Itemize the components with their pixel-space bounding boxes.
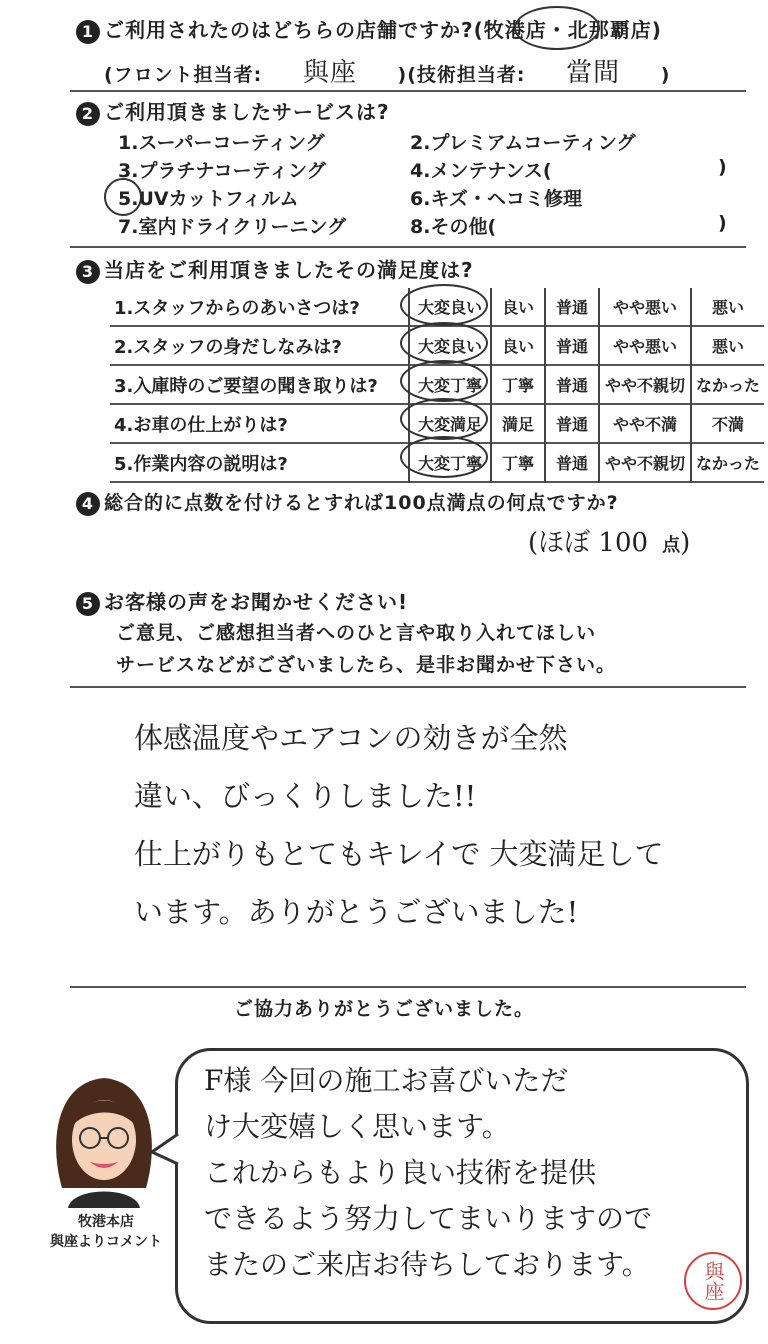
divider: [70, 686, 746, 688]
voice-line: います。ありがとうございました!: [134, 895, 579, 929]
q5-instruction-1: ご意見、ご感想担当者へのひと言や取り入れてほしい: [116, 622, 597, 644]
q4-heading: [76, 488, 619, 516]
comment-line: またのご来店お待ちしております。: [204, 1248, 650, 1281]
rating-4-selected-circle: [400, 398, 488, 440]
rating-option: やや悪い: [599, 326, 691, 365]
voice-line: 仕上がりもとてもキレイで 大変満足して: [134, 837, 664, 871]
rating-question: 2.スタッフの身だしなみは?: [114, 336, 342, 358]
bubble-tail-icon: [150, 1130, 180, 1170]
comment-line: これからもより良い技術を提供: [204, 1156, 597, 1189]
rating-option: 普通: [545, 365, 599, 404]
rating-1-selected-circle: [400, 284, 488, 326]
rating-option: やや不親切: [599, 365, 691, 404]
service-8: 8.その他(: [410, 216, 497, 238]
q1-separator: ・: [546, 18, 568, 42]
rating-option: やや不親切: [599, 443, 691, 482]
service-5-selected-circle: [104, 178, 142, 216]
rating-option: 良い: [491, 326, 545, 365]
tech-staff-label: )(技術担当者:: [397, 64, 526, 86]
q1-selected-circle: [514, 6, 600, 50]
comment-line: け大変嬉しく思います。: [204, 1110, 510, 1143]
voice-line: 違い、びっくりしました!!: [134, 779, 477, 813]
seal-stamp: 與座: [684, 1252, 742, 1310]
rating-option: やや悪い: [599, 288, 691, 326]
staff-caption: [44, 1212, 168, 1252]
service-7: 7.室内ドライクリーニング: [118, 216, 347, 238]
rating-option: 悪い: [691, 326, 764, 365]
service-2: 2.プレミアムコーティング: [410, 132, 636, 154]
q1-number: 1: [76, 20, 100, 44]
rating-question: 4.お車の仕上がりは?: [114, 414, 288, 436]
rating-option: 満足: [491, 404, 545, 443]
q1-store-kitanaha: 北那覇店: [567, 18, 652, 42]
q3-question: 当店をご利用頂きましたその満足度は?: [104, 258, 474, 282]
rating-option: 悪い: [691, 288, 764, 326]
rating-option: 大変良い: [409, 326, 491, 365]
comment-line: できるよう努力してまいりますので: [204, 1202, 653, 1235]
q4-answer-open: (: [528, 528, 539, 558]
rating-3-selected-circle: [400, 360, 488, 402]
rating-option: 大変丁寧: [409, 443, 491, 482]
q4-answer-line: [528, 522, 690, 559]
q1-question: ご利用されたのはどちらの店舗ですか?(: [104, 18, 484, 42]
thanks-message: ご協力ありがとうございました。: [233, 998, 534, 1020]
voice-line: 体感温度やエアコンの効きが全然: [134, 721, 568, 755]
service-3: 3.プラチナコーティング: [118, 160, 326, 182]
rating-question: 3.入庫時のご要望の聞き取りは?: [114, 375, 378, 397]
staff-store: 牧港本店: [78, 1214, 134, 1230]
staff-avatar-icon: [48, 1068, 160, 1208]
q3-heading: [76, 254, 474, 284]
front-staff-label: (フロント担当者:: [104, 64, 263, 86]
staff-label: 與座よりコメント: [50, 1234, 162, 1250]
q2-number: 2: [76, 102, 100, 126]
q5-instruction-2: サービスなどがございましたら、是非お聞かせ下さい。: [116, 654, 617, 676]
q3-number: 3: [76, 260, 100, 284]
q1-staff-line: [104, 52, 670, 89]
q5-heading: [76, 586, 408, 616]
rating-option: 大変満足: [409, 404, 491, 443]
rating-question: 5.作業内容の説明は?: [114, 453, 288, 475]
rating-5-selected-circle: [400, 436, 488, 478]
service-6: 6.キズ・ヘコミ修理: [410, 188, 583, 210]
rating-2-selected-circle: [400, 322, 488, 364]
rating-option: 良い: [491, 288, 545, 326]
front-staff-name: 與座: [302, 58, 357, 88]
service-4: 4.メンテナンス(: [410, 160, 552, 182]
q1-close: ): [651, 18, 662, 42]
service-8-close: ): [718, 212, 727, 234]
q2-heading: [76, 96, 390, 126]
q4-unit: 点: [662, 535, 681, 556]
q5-number: 5: [76, 592, 100, 616]
rating-option: なかった: [691, 365, 764, 404]
q4-score: ほぼ 100: [538, 528, 649, 558]
rating-option: 普通: [545, 443, 599, 482]
service-1: 1.スーパーコーティング: [118, 132, 325, 154]
rating-option: 丁寧: [491, 365, 545, 404]
divider: [70, 90, 746, 92]
q2-question: ご利用頂きましたサービスは?: [104, 100, 390, 124]
q4-question: 総合的に点数を付けるとすれば100点満点の何点ですか?: [104, 492, 619, 514]
divider: [70, 986, 746, 988]
divider: [70, 246, 746, 248]
comment-line: F様 今回の施工お喜びいただ: [204, 1064, 569, 1097]
q1-store-makiminato: 牧港店: [483, 18, 547, 42]
rating-option: 大変丁寧: [409, 365, 491, 404]
q4-number: 4: [76, 492, 100, 516]
rating-option: 普通: [545, 326, 599, 365]
rating-option: 丁寧: [491, 443, 545, 482]
service-5: 5.UVカットフィルム: [118, 188, 299, 210]
rating-question: 1.スタッフからのあいさつは?: [114, 297, 360, 319]
tech-staff-close: ): [660, 64, 671, 86]
rating-option: 普通: [545, 288, 599, 326]
tech-staff-name: 當間: [566, 58, 621, 88]
q4-answer-close: ): [680, 528, 691, 558]
rating-option: 普通: [545, 404, 599, 443]
rating-option: 大変良い: [409, 288, 491, 326]
rating-option: なかった: [691, 443, 764, 482]
q5-question: お客様の声をお聞かせください!: [104, 590, 409, 614]
service-4-close: ): [718, 156, 727, 178]
rating-option: やや不満: [599, 404, 691, 443]
rating-option: 不満: [691, 404, 764, 443]
